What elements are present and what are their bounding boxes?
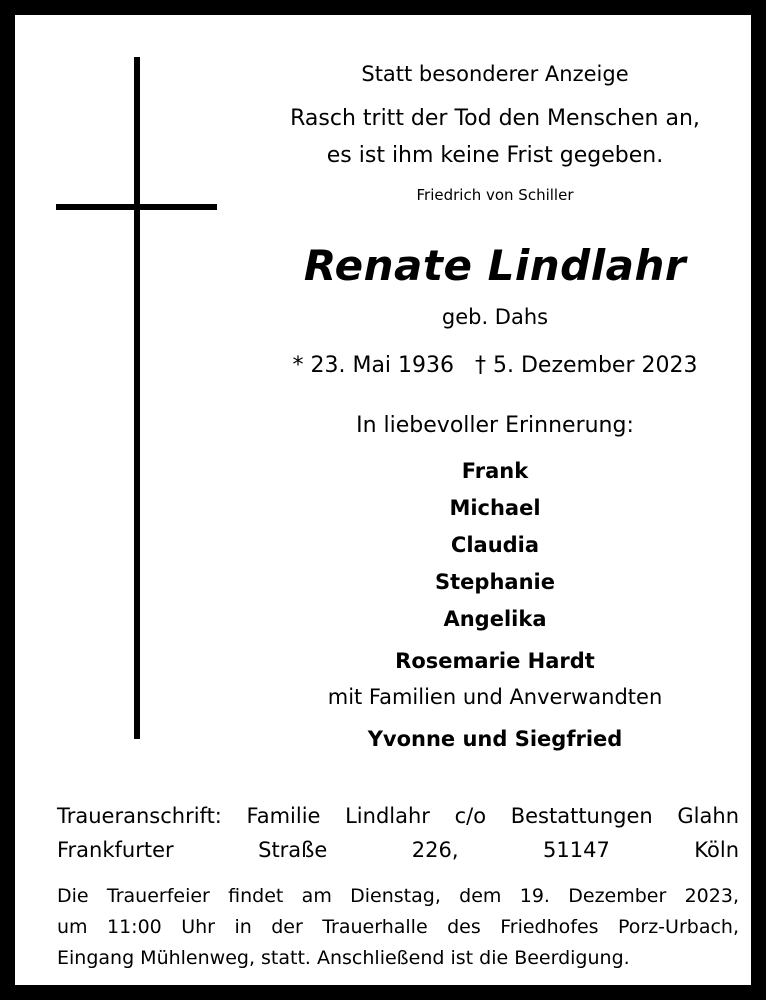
- mourner-child: Claudia: [450, 533, 540, 557]
- mourner-families: mit Familien und Anverwandten: [327, 685, 663, 709]
- service-line-2: um 11:00 Uhr in der Trauerhalle des Friedhofes Porz-Urbach,: [57, 916, 739, 938]
- life-dates: * 23. Mai 1936 † 5. Dezember 2023: [292, 353, 698, 378]
- service-line-3: Eingang Mühlenweg, statt. Anschließend ist die Beerdigung.: [57, 947, 630, 969]
- quote-line-2: es ist ihm keine Frist gegeben.: [326, 143, 664, 168]
- cross-icon-horizontal-bar: [56, 204, 217, 210]
- mourner-child: Stephanie: [435, 570, 555, 594]
- mourner-sibling: Rosemarie Hardt: [395, 649, 595, 673]
- mourning-address: [57, 799, 739, 867]
- quote-author: Friedrich von Schiller: [416, 186, 574, 204]
- mourner-child: Frank: [461, 459, 529, 483]
- quote-line-1: Rasch tritt der Tod den Menschen an,: [290, 106, 700, 131]
- cross-icon-vertical-bar: [134, 57, 140, 739]
- header-notice: Statt besonderer Anzeige: [361, 62, 629, 86]
- mourner-friends: Yvonne und Siegfried: [367, 727, 623, 751]
- maiden-name: geb. Dahs: [441, 305, 549, 329]
- mourner-child: Angelika: [443, 607, 547, 631]
- mourner-child: Michael: [449, 496, 541, 520]
- service-info: [57, 881, 739, 974]
- service-line-1: Die Trauerfeier findet am Dienstag, dem 19. Dezember 2023,: [57, 885, 739, 907]
- deceased-name: Renate Lindlahr: [303, 241, 687, 290]
- address-line-2: Frankfurter Straße 226, 51147 Köln: [57, 838, 739, 862]
- memory-line: In liebevoller Erinnerung:: [356, 413, 634, 438]
- address-line-1: Traueranschrift: Familie Lindlahr c/o Bestattungen Glahn: [57, 804, 739, 828]
